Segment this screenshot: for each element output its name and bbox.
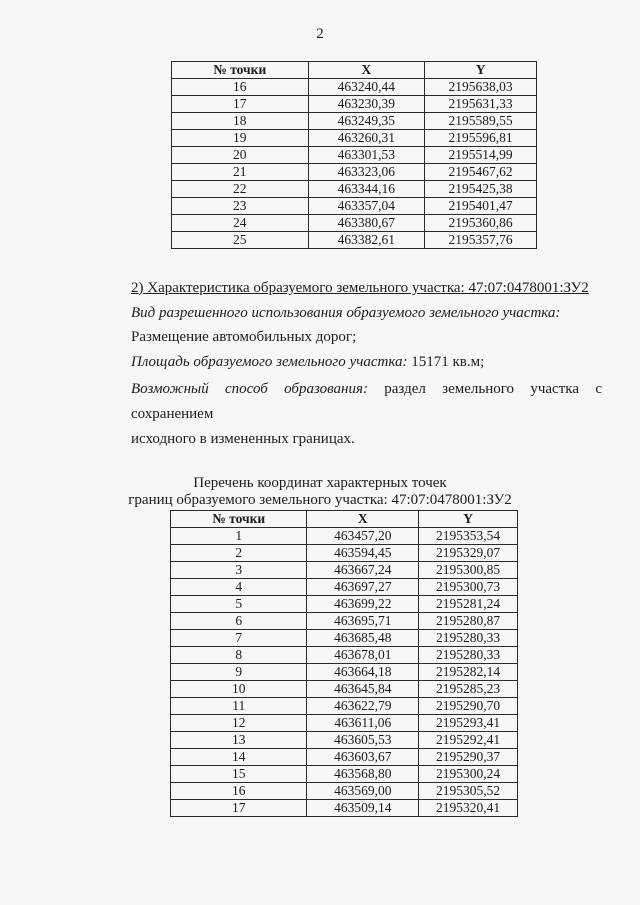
- y-coordinate-cell: 2195589,55: [425, 113, 537, 130]
- column-header: № точки: [171, 511, 307, 528]
- x-coordinate-cell: 463605,53: [307, 732, 419, 749]
- x-coordinate-cell: 463323,06: [308, 164, 425, 181]
- point-number-cell: 2: [171, 545, 307, 562]
- x-coordinate-cell: 463569,00: [307, 783, 419, 800]
- point-number-cell: 7: [171, 630, 307, 647]
- x-coordinate-cell: 463622,79: [307, 698, 419, 715]
- method-word: Возможный: [131, 381, 209, 397]
- point-number-cell: 13: [171, 732, 307, 749]
- x-coordinate-cell: 463240,44: [308, 79, 425, 96]
- y-coordinate-cell: 2195357,76: [425, 232, 537, 249]
- point-number-cell: 3: [171, 562, 307, 579]
- table-row: [172, 164, 537, 181]
- x-coordinate-cell: 463695,71: [307, 613, 419, 630]
- coordinates-table-top: [171, 61, 537, 249]
- y-coordinate-cell: 2195300,85: [419, 562, 518, 579]
- table-row: [171, 596, 518, 613]
- x-coordinate-cell: 463678,01: [307, 647, 419, 664]
- x-coordinate-cell: 463645,84: [307, 681, 419, 698]
- table-row: [171, 664, 518, 681]
- method-line: [131, 381, 602, 398]
- table-row: [171, 647, 518, 664]
- section-title: 2) Характеристика образуемого земельного участка: 47:07:0478001:ЗУ2: [131, 280, 589, 296]
- x-coordinate-cell: 463260,31: [308, 130, 425, 147]
- x-coordinate-cell: 463667,24: [307, 562, 419, 579]
- table-header-row: [171, 511, 518, 528]
- y-coordinate-cell: 2195290,70: [419, 698, 518, 715]
- y-coordinate-cell: 2195300,24: [419, 766, 518, 783]
- point-number-cell: 19: [172, 130, 309, 147]
- x-coordinate-cell: 463664,18: [307, 664, 419, 681]
- method-word: раздел: [384, 381, 426, 397]
- x-coordinate-cell: 463594,45: [307, 545, 419, 562]
- y-coordinate-cell: 2195280,33: [419, 630, 518, 647]
- point-number-cell: 1: [171, 528, 307, 545]
- page-number: 2: [316, 26, 324, 42]
- point-number-cell: 4: [171, 579, 307, 596]
- y-coordinate-cell: 2195280,33: [419, 647, 518, 664]
- table-header-row: [172, 62, 537, 79]
- x-coordinate-cell: 463685,48: [307, 630, 419, 647]
- y-coordinate-cell: 2195514,99: [425, 147, 537, 164]
- point-number-cell: 22: [172, 181, 309, 198]
- method-word: участка: [530, 381, 579, 397]
- table-row: [171, 630, 518, 647]
- y-coordinate-cell: 2195281,24: [419, 596, 518, 613]
- y-coordinate-cell: 2195360,86: [425, 215, 537, 232]
- point-number-cell: 14: [171, 749, 307, 766]
- point-number-cell: 25: [172, 232, 309, 249]
- point-number-cell: 5: [171, 596, 307, 613]
- point-number-cell: 21: [172, 164, 309, 181]
- method-continuation: исходного в измененных границах.: [131, 431, 355, 447]
- method-word: с: [595, 381, 602, 397]
- table-row: [171, 579, 518, 596]
- method-word: способ: [225, 381, 268, 397]
- method-word: земельного: [442, 381, 515, 397]
- y-coordinate-cell: 2195292,41: [419, 732, 518, 749]
- x-coordinate-cell: 463380,67: [308, 215, 425, 232]
- table-row: [172, 96, 537, 113]
- table-row: [171, 613, 518, 630]
- table-row: [172, 147, 537, 164]
- x-coordinate-cell: 463697,27: [307, 579, 419, 596]
- x-coordinate-cell: 463603,67: [307, 749, 419, 766]
- list-title: Перечень координат характерных точек: [193, 475, 447, 491]
- y-coordinate-cell: 2195596,81: [425, 130, 537, 147]
- table-row: [172, 113, 537, 130]
- x-coordinate-cell: 463699,22: [307, 596, 419, 613]
- y-coordinate-cell: 2195320,41: [419, 800, 518, 817]
- table-row: [172, 215, 537, 232]
- x-coordinate-cell: 463382,61: [308, 232, 425, 249]
- table-row: [171, 749, 518, 766]
- coordinates-table-bottom: [170, 510, 518, 817]
- table-row: [171, 732, 518, 749]
- x-coordinate-cell: 463249,35: [308, 113, 425, 130]
- y-coordinate-cell: 2195282,14: [419, 664, 518, 681]
- column-header: Y: [425, 62, 537, 79]
- point-number-cell: 20: [172, 147, 309, 164]
- point-number-cell: 17: [172, 96, 309, 113]
- use-value: Размещение автомобильных дорог;: [131, 329, 357, 345]
- table-row: [171, 528, 518, 545]
- point-number-cell: 18: [172, 113, 309, 130]
- method-continuation: сохранением: [131, 406, 214, 422]
- table-row: [172, 130, 537, 147]
- y-coordinate-cell: 2195280,87: [419, 613, 518, 630]
- point-number-cell: 23: [172, 198, 309, 215]
- y-coordinate-cell: 2195285,23: [419, 681, 518, 698]
- y-coordinate-cell: 2195293,41: [419, 715, 518, 732]
- table-row: [172, 79, 537, 96]
- point-number-cell: 16: [172, 79, 309, 96]
- table-row: [171, 681, 518, 698]
- point-number-cell: 8: [171, 647, 307, 664]
- x-coordinate-cell: 463509,14: [307, 800, 419, 817]
- x-coordinate-cell: 463568,80: [307, 766, 419, 783]
- table-row: [171, 545, 518, 562]
- table-row: [172, 181, 537, 198]
- y-coordinate-cell: 2195631,33: [425, 96, 537, 113]
- column-header: X: [307, 511, 419, 528]
- x-coordinate-cell: 463457,20: [307, 528, 419, 545]
- point-number-cell: 16: [171, 783, 307, 800]
- x-coordinate-cell: 463357,04: [308, 198, 425, 215]
- column-header: X: [308, 62, 425, 79]
- point-number-cell: 12: [171, 715, 307, 732]
- point-number-cell: 17: [171, 800, 307, 817]
- table-row: [172, 198, 537, 215]
- point-number-cell: 9: [171, 664, 307, 681]
- use-label: Вид разрешенного использования образуемого земельного участка:: [131, 305, 561, 321]
- point-number-cell: 11: [171, 698, 307, 715]
- x-coordinate-cell: 463230,39: [308, 96, 425, 113]
- y-coordinate-cell: 2195467,62: [425, 164, 537, 181]
- x-coordinate-cell: 463611,06: [307, 715, 419, 732]
- point-number-cell: 15: [171, 766, 307, 783]
- y-coordinate-cell: 2195290,37: [419, 749, 518, 766]
- x-coordinate-cell: 463301,53: [308, 147, 425, 164]
- list-title-subline: границ образуемого земельного участка: 47:07:0478001:ЗУ2: [128, 492, 512, 508]
- area-value: 15171 кв.м;: [411, 354, 485, 370]
- y-coordinate-cell: 2195425,38: [425, 181, 537, 198]
- column-header: Y: [419, 511, 518, 528]
- y-coordinate-cell: 2195638,03: [425, 79, 537, 96]
- table-row: [171, 715, 518, 732]
- point-number-cell: 6: [171, 613, 307, 630]
- area-label: Площадь образуемого земельного участка:: [131, 354, 408, 370]
- table-row: [171, 783, 518, 800]
- area-line: [131, 354, 484, 371]
- table-row: [171, 562, 518, 579]
- x-coordinate-cell: 463344,16: [308, 181, 425, 198]
- table-row: [172, 232, 537, 249]
- table-row: [171, 766, 518, 783]
- point-number-cell: 24: [172, 215, 309, 232]
- table-row: [171, 698, 518, 715]
- y-coordinate-cell: 2195300,73: [419, 579, 518, 596]
- column-header: № точки: [172, 62, 309, 79]
- table-row: [171, 800, 518, 817]
- method-word: образования:: [284, 381, 368, 397]
- point-number-cell: 10: [171, 681, 307, 698]
- y-coordinate-cell: 2195353,54: [419, 528, 518, 545]
- y-coordinate-cell: 2195305,52: [419, 783, 518, 800]
- y-coordinate-cell: 2195329,07: [419, 545, 518, 562]
- y-coordinate-cell: 2195401,47: [425, 198, 537, 215]
